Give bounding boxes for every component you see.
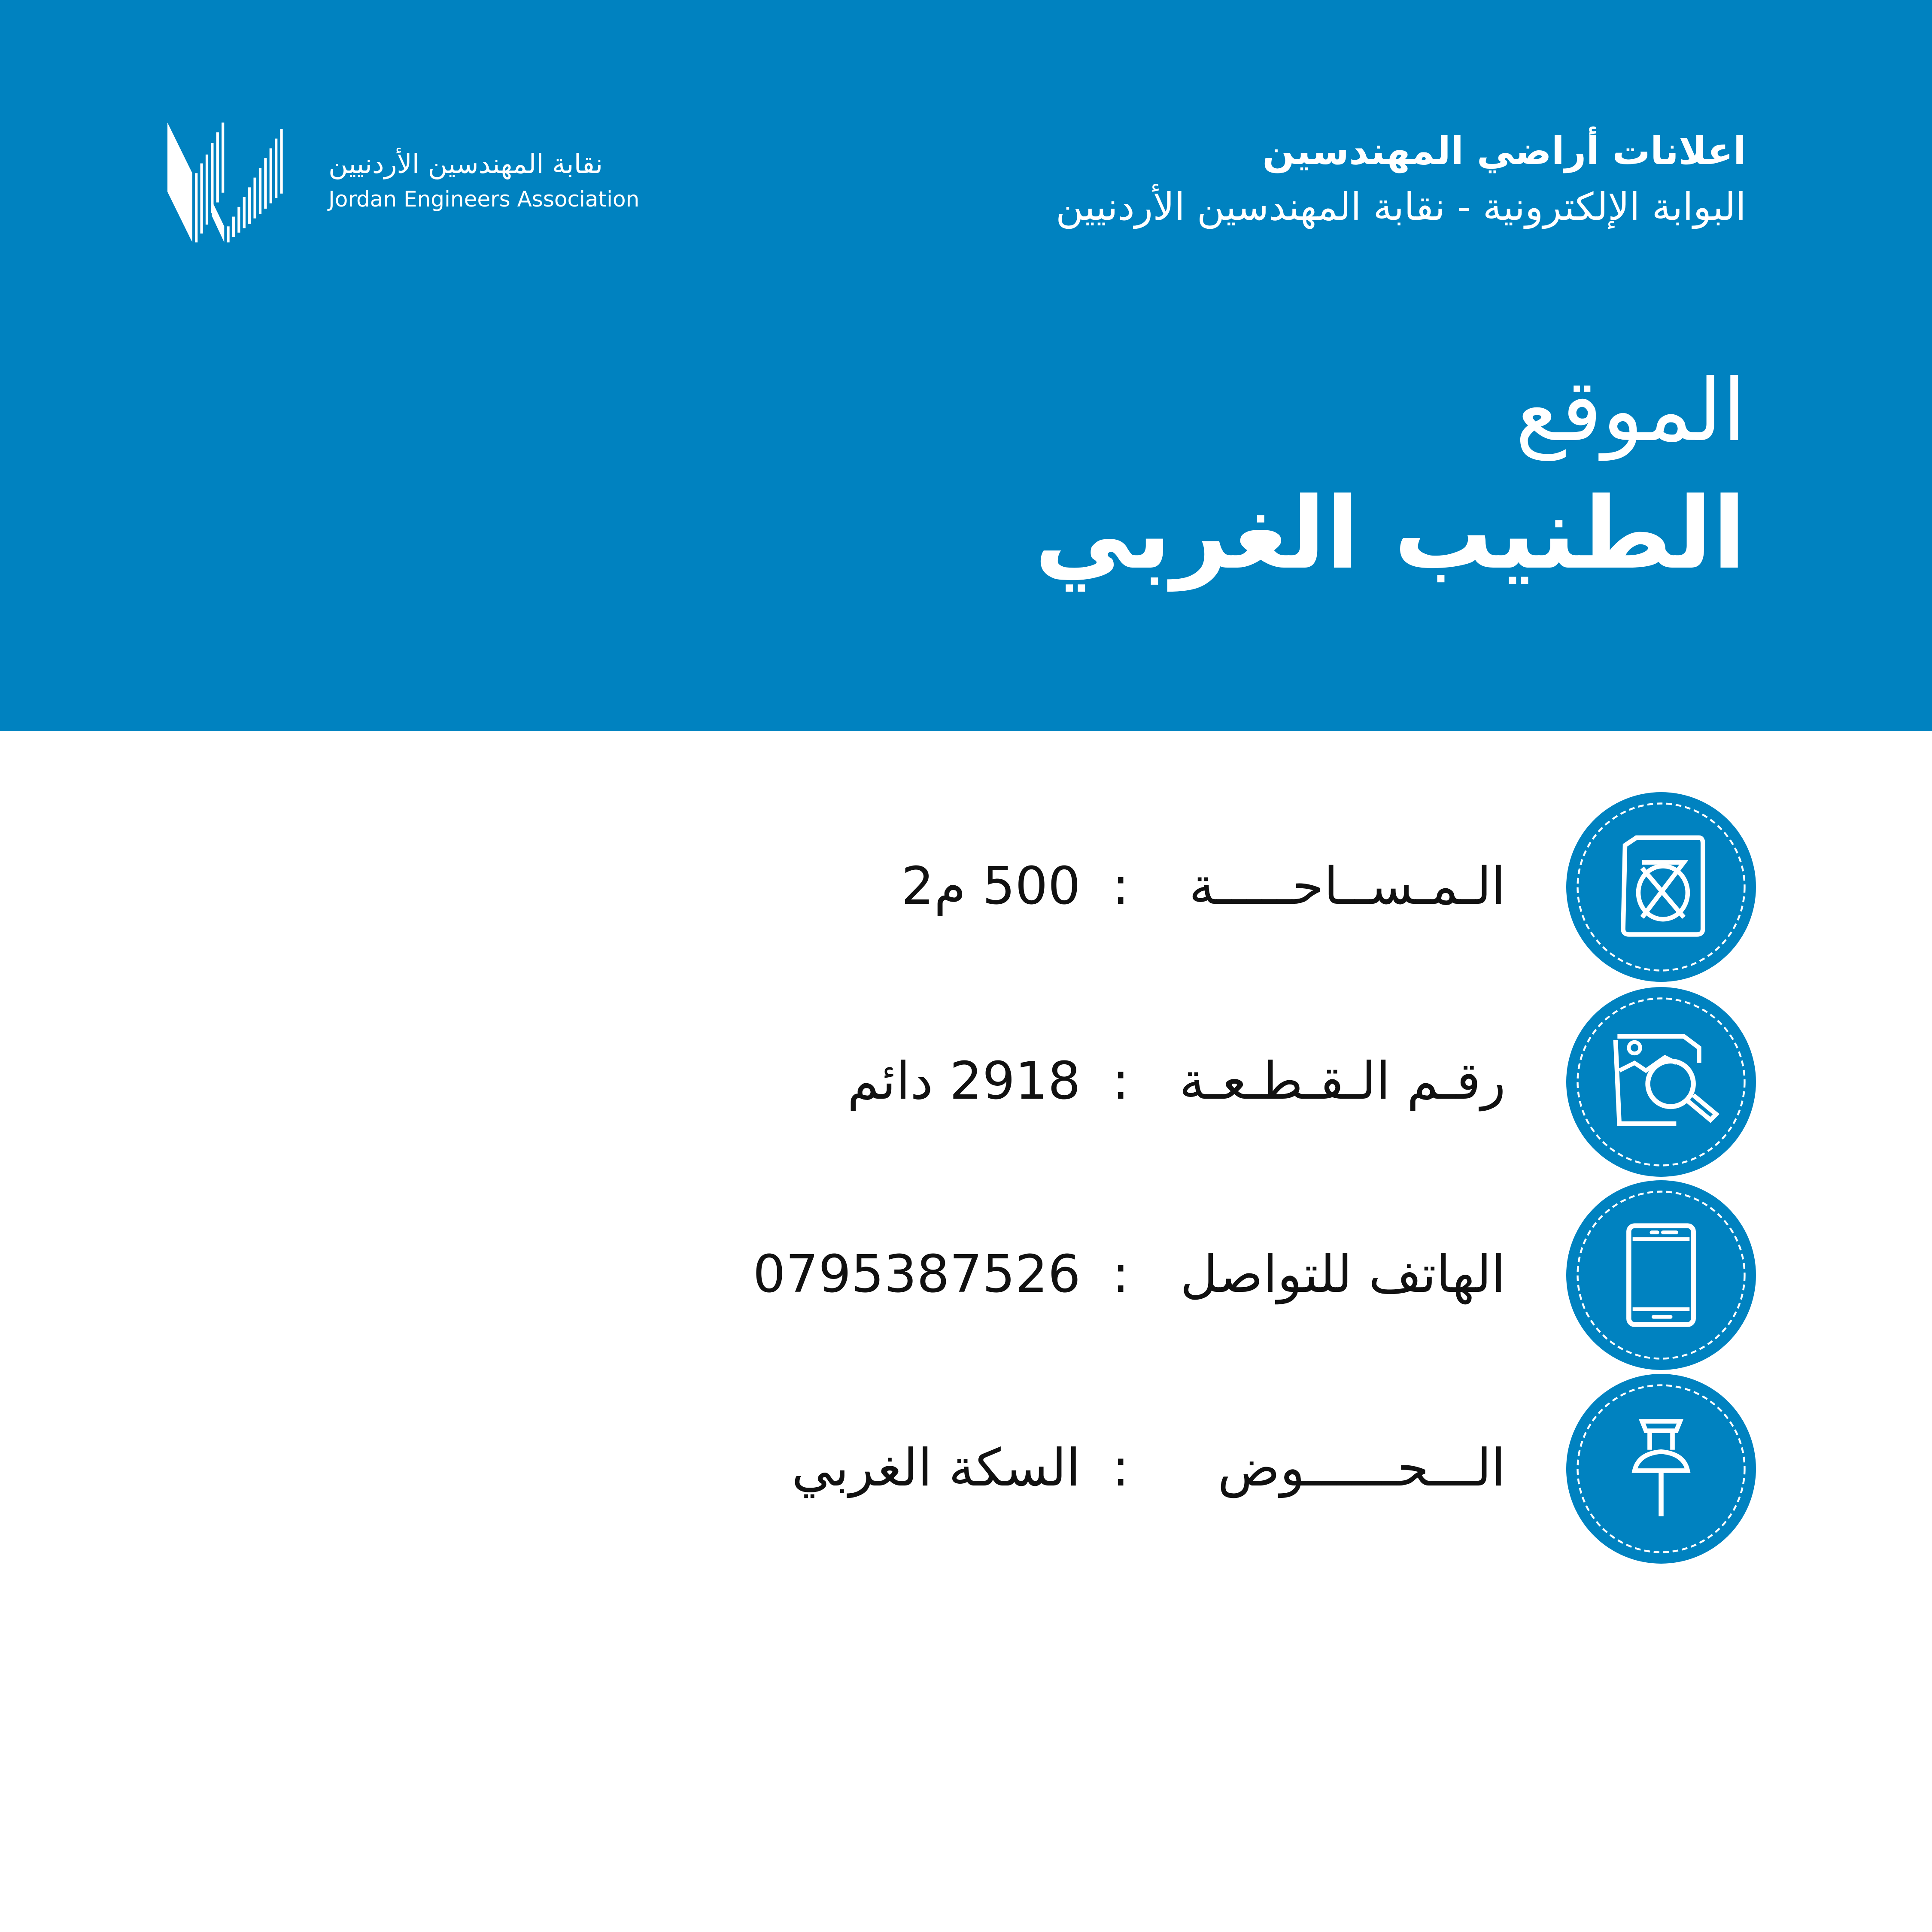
detail-row-area xyxy=(0,792,1932,982)
phone-icon xyxy=(1566,1180,1756,1370)
separator: : xyxy=(1112,1245,1130,1304)
header-banner xyxy=(0,0,1932,731)
page-subtitle: البوابة الإلكترونية - نقابة المهندسين الأردنيين xyxy=(1055,185,1746,229)
detail-row-plot-number xyxy=(0,987,1932,1177)
separator: : xyxy=(1112,1438,1130,1498)
page-title: اعلانات أراضي المهندسين xyxy=(1262,129,1746,173)
separator: : xyxy=(1112,1051,1130,1111)
area-label: الـمـســاحـــــة xyxy=(1189,857,1506,916)
basin-label: الـــحــــــوض xyxy=(1218,1438,1506,1498)
location-value: الطنيب الغربي xyxy=(1034,477,1746,591)
detail-row-basin xyxy=(0,1374,1932,1564)
phone-value[interactable]: 0795387526 xyxy=(753,1245,1081,1304)
plot-number-value: 2918 دائم xyxy=(847,1051,1081,1111)
jea-logo-mark-icon xyxy=(167,122,301,243)
area-value: 500 م2 xyxy=(901,857,1081,916)
separator: : xyxy=(1112,857,1130,916)
basin-value: السكة الغربي xyxy=(791,1438,1081,1498)
phone-label: الهاتف للتواصل xyxy=(1180,1245,1506,1304)
detail-row-phone xyxy=(0,1180,1932,1370)
land-area-icon xyxy=(1566,792,1756,982)
pushpin-icon xyxy=(1566,1374,1756,1564)
map-search-icon xyxy=(1566,987,1756,1177)
logo-arabic-text: نقابة المهندسين الأردنيين xyxy=(328,148,603,179)
logo-english-text: Jordan Engineers Association xyxy=(328,187,640,212)
plot-number-label: رقـم الـقـطـعـة xyxy=(1179,1051,1506,1111)
location-label: الموقع xyxy=(1515,361,1746,461)
jea-logo xyxy=(167,122,640,243)
